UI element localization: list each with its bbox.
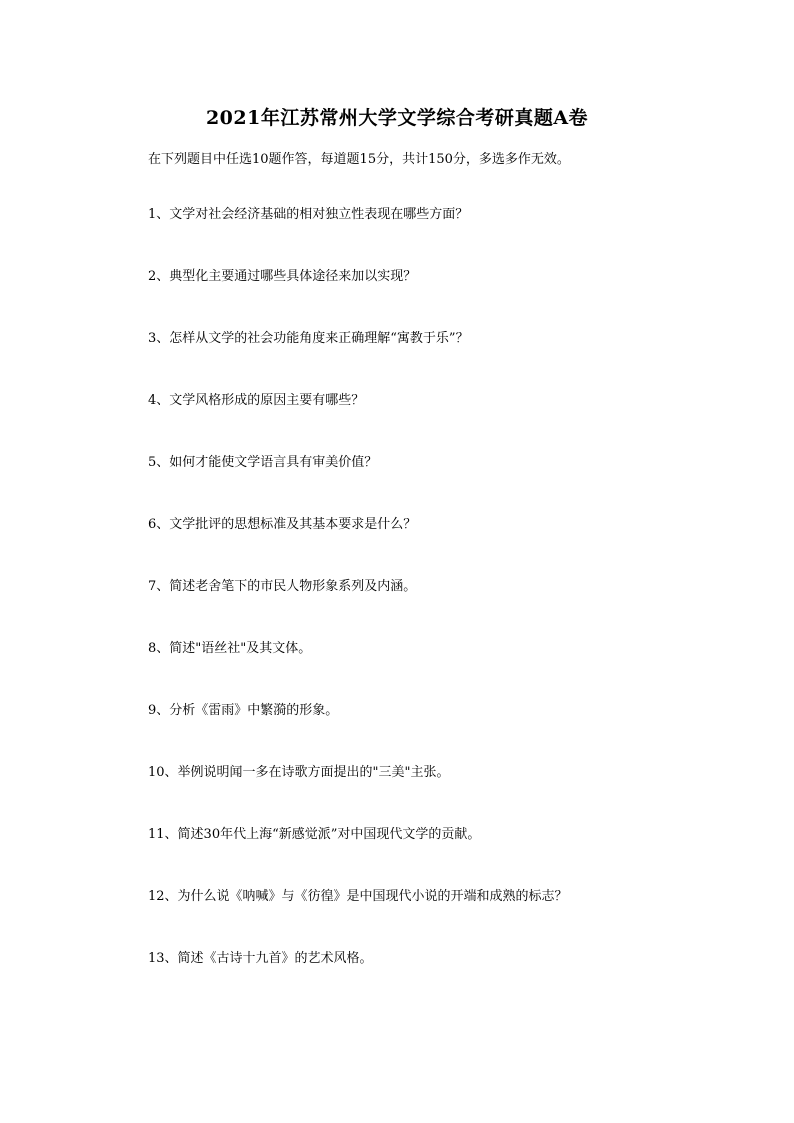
question-item: 2、典型化主要通过哪些具体途径来加以实现？ — [148, 269, 417, 284]
question-item: 1、文学对社会经济基础的相对独立性表现在哪些方面？ — [148, 207, 469, 222]
question-item: 9、分析《雷雨》中繁漪的形象。 — [148, 703, 339, 718]
question-list — [148, 207, 568, 1013]
page-title: 2021年江苏常州大学文学综合考研真题A卷 — [205, 107, 589, 129]
question-item: 7、简述老舍笔下的市民人物形象系列及内涵。 — [148, 579, 417, 594]
exam-instructions: 在下列题目中任选10题作答，每道题15分，共计150分，多选多作无效。 — [148, 152, 570, 167]
question-item: 10、举例说明闻一多在诗歌方面提出的"三美"主张。 — [148, 765, 450, 780]
question-item: 4、文学风格形成的原因主要有哪些？ — [148, 393, 365, 408]
question-item: 8、简述"语丝社"及其文体。 — [148, 641, 312, 656]
question-item: 6、文学批评的思想标准及其基本要求是什么？ — [148, 517, 417, 532]
question-item: 5、如何才能使文学语言具有审美价值？ — [148, 455, 378, 470]
question-item: 11、简述30年代上海“新感觉派”对中国现代文学的贡献。 — [148, 827, 481, 842]
question-item: 3、怎样从文学的社会功能角度来正确理解“寓教于乐”？ — [148, 331, 469, 346]
question-item: 13、简述《古诗十九首》的艺术风格。 — [148, 951, 373, 966]
question-item: 12、为什么说《呐喊》与《彷徨》是中国现代小说的开端和成熟的标志？ — [148, 889, 568, 904]
